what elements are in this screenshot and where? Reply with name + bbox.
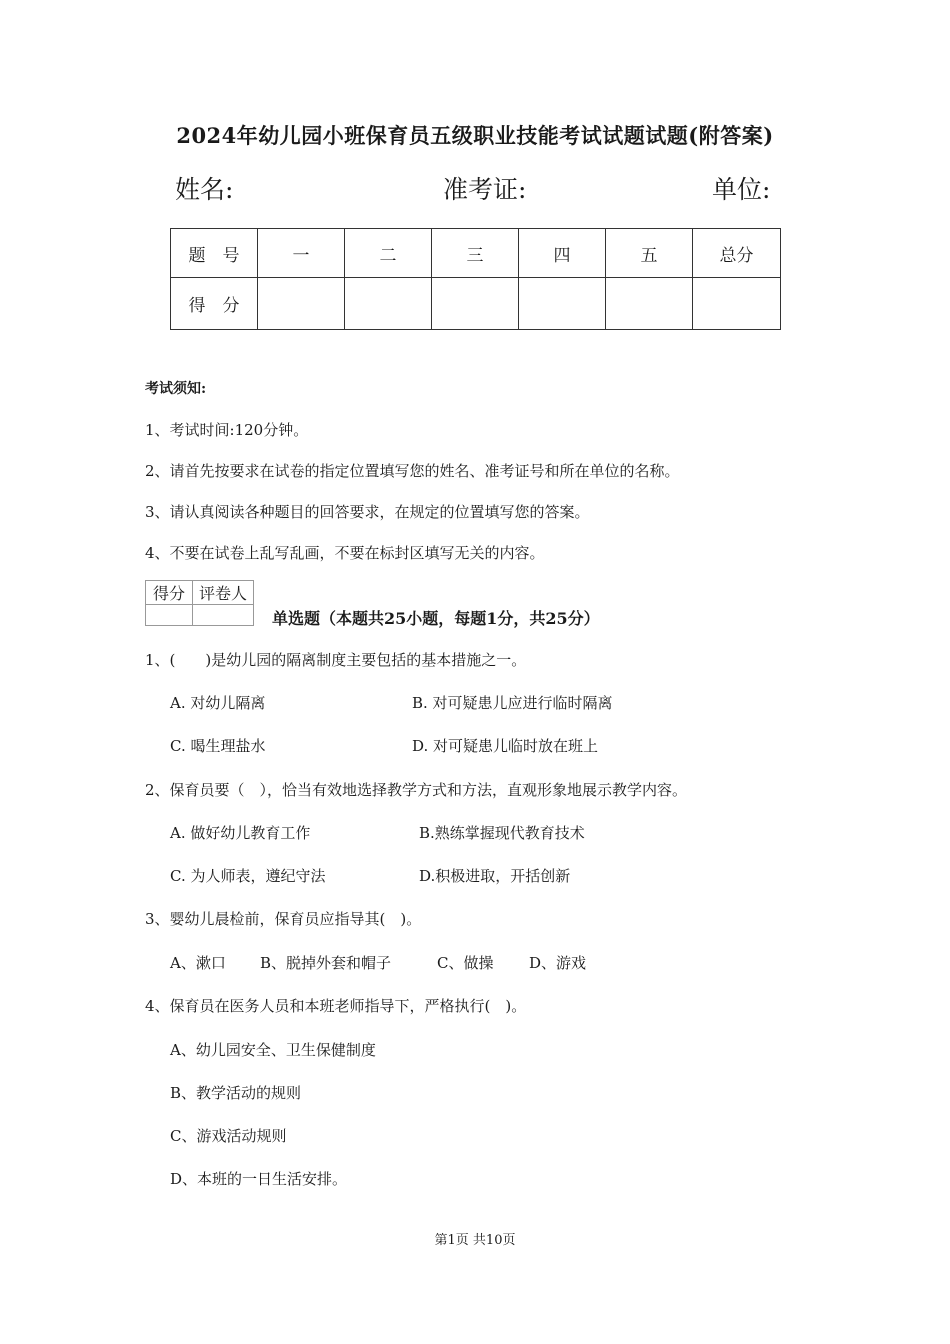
grader-box <box>145 580 254 626</box>
score-cell[interactable] <box>519 278 606 330</box>
score-header-cell: 四 <box>519 229 606 278</box>
grader-name-label: 评卷人 <box>193 581 254 605</box>
score-header-cell: 五 <box>606 229 693 278</box>
score-cell[interactable] <box>345 278 432 330</box>
score-table-header-row <box>171 229 781 278</box>
grader-score-label: 得分 <box>146 581 193 605</box>
score-header-cell: 三 <box>432 229 519 278</box>
question-option[interactable]: B、脱掉外套和帽子 <box>260 954 392 972</box>
unit-field-label: 单位: <box>712 175 771 204</box>
question-option[interactable]: B、教学活动的规则 <box>170 1084 302 1102</box>
score-table <box>170 228 781 330</box>
notice-item: 2、请首先按要求在试卷的指定位置填写您的姓名、准考证号和所在单位的名称。 <box>145 462 680 480</box>
question-stem: 4、保育员在医务人员和本班老师指导下，严格执行( )。 <box>145 997 527 1015</box>
notice-item: 4、不要在试卷上乱写乱画，不要在标封区填写无关的内容。 <box>145 544 545 562</box>
page-footer: 第1页 共10页 <box>434 1233 516 1248</box>
question-stem: 2、保育员要（ ），恰当有效地选择教学方式和方法，直观形象地展示教学内容。 <box>145 781 688 799</box>
score-header-cell: 二 <box>345 229 432 278</box>
question-option[interactable]: D、游戏 <box>529 954 587 972</box>
score-table-score-row <box>171 278 781 330</box>
question-option[interactable]: D.积极进取，开括创新 <box>419 867 571 885</box>
grader-name-cell[interactable] <box>193 605 254 626</box>
question-option[interactable]: C、游戏活动规则 <box>170 1127 287 1145</box>
section-heading: 单选题（本题共25小题，每题1分，共25分） <box>272 609 600 628</box>
question-option[interactable]: B. 对可疑患儿应进行临时隔离 <box>412 694 613 712</box>
score-header-cell: 一 <box>258 229 345 278</box>
question-option[interactable]: C. 喝生理盐水 <box>170 737 266 755</box>
score-row-label: 得 分 <box>171 278 258 330</box>
question-option[interactable]: D、本班的一日生活安排。 <box>170 1170 348 1188</box>
ticket-field-label: 准考证: <box>443 175 527 204</box>
notice-heading: 考试须知: <box>145 381 207 397</box>
score-cell[interactable] <box>258 278 345 330</box>
exam-title: 2024年幼儿园小班保育员五级职业技能考试试题试题(附答案) <box>176 123 774 148</box>
notice-item: 1、考试时间:120分钟。 <box>145 421 309 439</box>
question-option[interactable]: A、幼儿园安全、卫生保健制度 <box>170 1041 376 1059</box>
score-header-cell: 总分 <box>693 229 781 278</box>
question-stem: 1、( )是幼儿园的隔离制度主要包括的基本措施之一。 <box>145 651 527 669</box>
score-cell[interactable] <box>693 278 781 330</box>
grader-score-cell[interactable] <box>146 605 193 626</box>
question-option[interactable]: B.熟练掌握现代教育技术 <box>419 824 585 842</box>
question-option[interactable]: A、漱口 <box>170 954 226 972</box>
notice-item: 3、请认真阅读各种题目的回答要求，在规定的位置填写您的答案。 <box>145 503 590 521</box>
name-field-label: 姓名: <box>175 175 234 204</box>
question-option[interactable]: C、做操 <box>437 954 494 972</box>
score-cell[interactable] <box>432 278 519 330</box>
question-option[interactable]: A. 对幼儿隔离 <box>170 694 266 712</box>
score-cell[interactable] <box>606 278 693 330</box>
question-option[interactable]: D. 对可疑患儿临时放在班上 <box>412 737 599 755</box>
score-header-cell: 题 号 <box>171 229 258 278</box>
question-option[interactable]: A. 做好幼儿教育工作 <box>170 824 311 842</box>
question-option[interactable]: C. 为人师表，遵纪守法 <box>170 867 326 885</box>
question-stem: 3、婴幼儿晨检前，保育员应指导其( )。 <box>145 910 422 928</box>
